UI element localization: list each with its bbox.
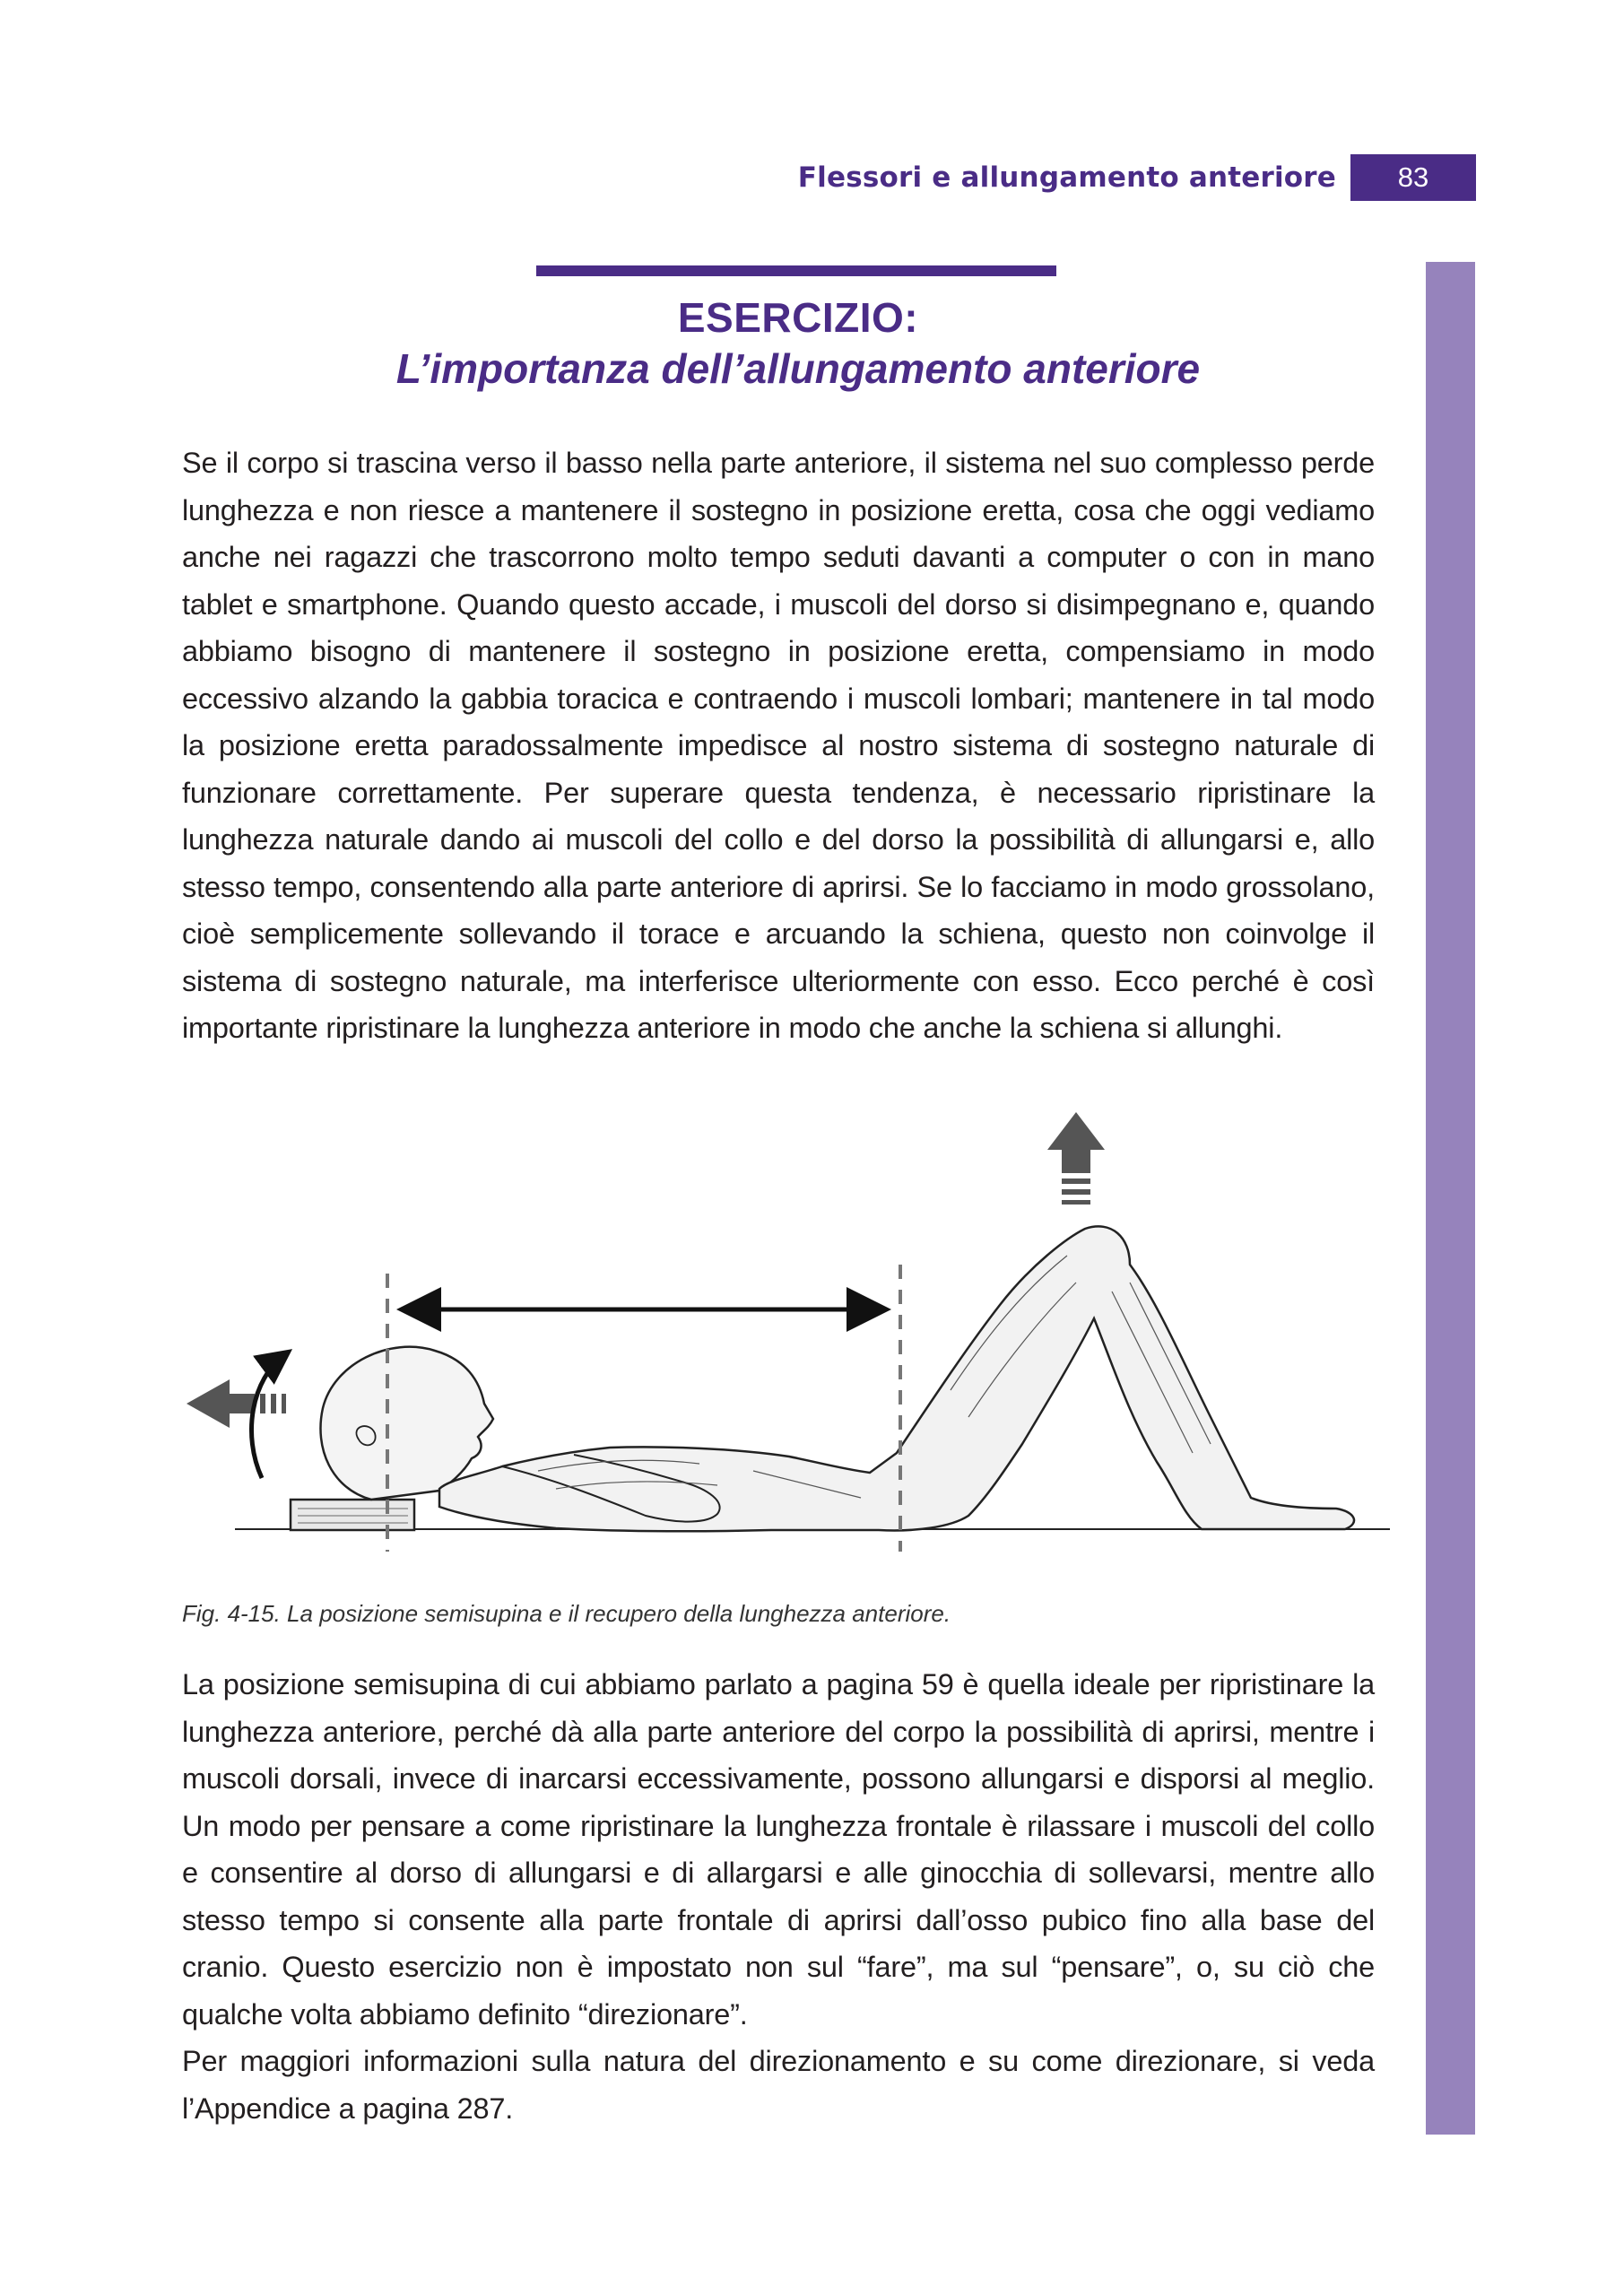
page-number: 83: [1350, 154, 1476, 201]
knee-up-arrow: [1047, 1112, 1105, 1205]
semisupine-figure: [179, 1094, 1399, 1561]
chapter-side-tab: [1426, 262, 1475, 2135]
exercise-heading: [179, 292, 1417, 395]
figure-caption: Fig. 4-15. La posizione semisupina e il recupero della lunghezza anteriore.: [182, 1600, 951, 1627]
body-paragraph-2: La posizione semisupina di cui abbiamo parlato a pagina 59 è quella ideale per ripristinare la lunghezza anteriore, perché dà alla parte anteriore del corpo la possibilità di aprirsi, mentre i muscoli dorsali, invece di inarcarsi eccessivamente, possono allungarsi e disporsi al meglio. Un modo per pensare a come ripristinare la lunghezza frontale è rilassare i muscoli del collo e consentire al dorso di allungarsi e di allargarsi e alle ginocchia di sollevarsi, mentre allo stesso tempo si consente alla parte frontale di aprirsi dall’osso pubico fino alla base del cranio. Questo esercizio non è impostato non sul “fare”, ma sul “pensare”, o, su ciò che qualche volta abbiamo definito “direzionare”.: [182, 1668, 1375, 2031]
exercise-title: L’importanza dell’allungamento anteriore: [395, 345, 1201, 392]
book-support: [291, 1500, 414, 1530]
head-curved-arrow: [251, 1354, 285, 1478]
anatomical-body-illustration: [320, 1226, 1354, 1531]
exercise-label: ESERCIZIO:: [677, 294, 919, 341]
head-left-arrow: [187, 1379, 286, 1428]
body-paragraph-3: Per maggiori informazioni sulla natura del direzionamento e su come direzionare, si veda l’Appendice a pagina 287.: [182, 2045, 1375, 2125]
body-paragraph-1: Se il corpo si trascina verso il basso nella parte anteriore, il sistema nel suo complesso perde lunghezza e non riesce a mantenere il sostegno in posizione eretta, cosa che oggi vediamo anche nei ragazzi che trascorrono molto tempo seduti davanti a computer o con in mano tablet e smartphone. Quando questo accade, i muscoli del dorso si disimpegnano e, quando abbiamo bisogno di mantenere il sostegno in posizione eretta, compensiamo in modo eccessivo alzando la gabbia toracica e contraendo i muscoli lombari; mantenere in tal modo la posizione eretta paradossalmente impedisce al nostro sistema di sostegno naturale di funzionare correttamente. Per superare questa tendenza, è necessario ripristinare la lunghezza naturale dando ai muscoli del collo e del dorso la possibilità di allungarsi e, allo stesso tempo, consentendo alla parte anteriore di aprirsi. Se lo facciamo in modo grossolano, cioè semplicemente sollevando il torace e arcuando la schiena, questo non coinvolge il sistema di sostegno naturale, ma interferisce ulteriormente con esso. Ecco perché è così importante ripristinare la lunghezza anteriore in modo che anche la schiena si allunghi.: [182, 447, 1375, 1044]
running-title: Flessori e allungamento anteriore: [797, 161, 1336, 194]
running-header: [798, 154, 1476, 201]
title-rule: [536, 265, 1056, 276]
